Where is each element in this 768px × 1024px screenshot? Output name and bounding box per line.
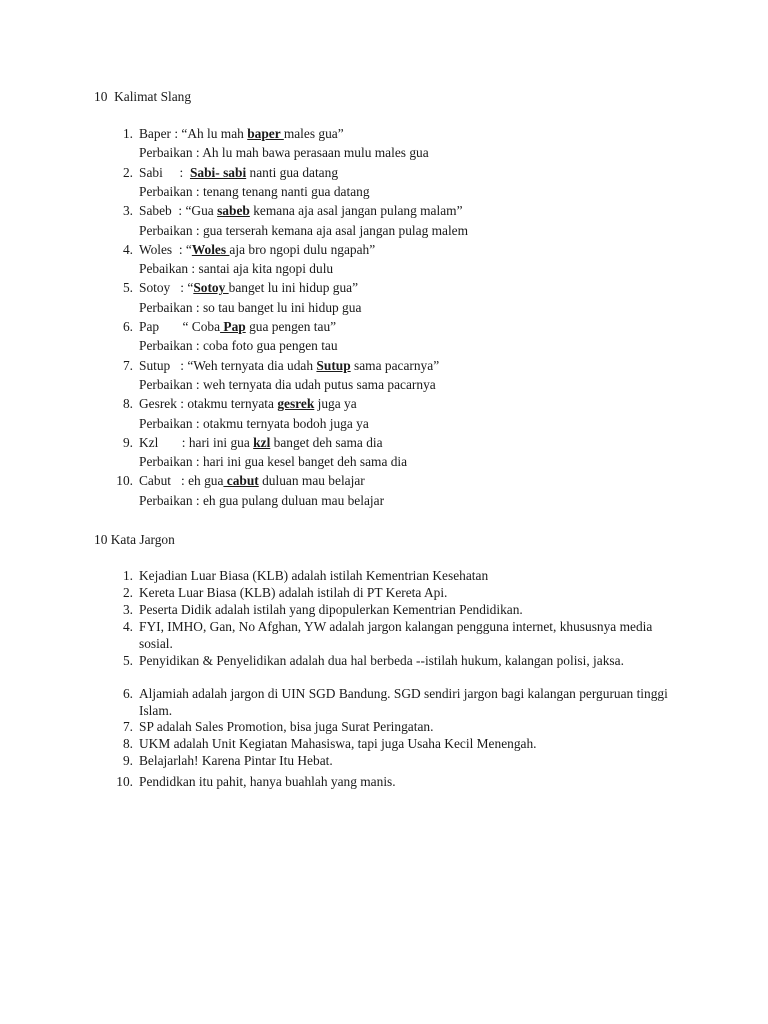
slang-item-number: 4. (122, 241, 133, 257)
slang-correction: Perbaikan : tenang tenang nanti gua datang (139, 184, 370, 199)
slang-example-prefix: Sabeb : “Gua (139, 203, 218, 219)
jargon-item-text: UKM adalah Unit Kegiatan Mahasiswa, tapi juga Usaha Kecil Menengah. (139, 736, 537, 751)
jargon-item-number: 10. (116, 774, 133, 789)
slang-example-suffix: gua pengen tau” (245, 319, 337, 334)
jargon-item-text: SP adalah Sales Promotion, bisa juga Surat Peringatan. (139, 719, 434, 734)
jargon-item-number: 8. (122, 736, 133, 751)
slang-example-line (139, 319, 336, 335)
slang-item-number: 7. (122, 357, 133, 373)
jargon-item-text: Belajarlah! Karena Pintar Itu Hebat. (139, 753, 333, 768)
slang-example-line (139, 358, 439, 374)
slang-example-suffix: males gua” (283, 126, 344, 141)
slang-example-prefix: Sotoy : “ (139, 280, 194, 296)
slang-example-line (139, 126, 344, 142)
slang-example-prefix: Sabi : (139, 164, 190, 180)
slang-example-prefix: Cabut : eh gua (139, 473, 224, 489)
slang-example-suffix: sama pacarnya” (350, 357, 440, 373)
slang-example-suffix: duluan mau belajar (258, 473, 365, 489)
slang-term: Woles (191, 241, 230, 257)
jargon-item-number: 9. (122, 753, 133, 768)
slang-item-number: 9. (122, 434, 133, 450)
slang-example-suffix: banget lu ini hidup gua” (228, 280, 359, 296)
slang-term: Sotoy (193, 280, 229, 296)
slang-example-suffix: banget deh sama dia (270, 434, 383, 450)
slang-example-line (139, 473, 365, 489)
slang-term: sabeb (217, 203, 250, 219)
slang-term: gesrek (277, 396, 315, 412)
slang-heading: 10 Kalimat Slang (94, 89, 192, 104)
slang-item-number: 2. (122, 164, 133, 180)
slang-example-suffix: kemana aja asal jangan pulang malam” (249, 203, 463, 219)
slang-example-line (139, 435, 383, 451)
slang-correction: Perbaikan : hari ini gua kesel banget deh sama dia (139, 454, 408, 470)
slang-correction: Perbaikan : Ah lu mah bawa perasaan mulu males gua (139, 145, 429, 161)
jargon-heading: 10 Kata Jargon (94, 532, 175, 547)
slang-example-line (139, 280, 358, 296)
slang-item-number: 5. (122, 280, 133, 296)
jargon-item-number: 2. (122, 585, 133, 600)
jargon-item-text: Penyidikan & Penyelidikan adalah dua hal berbeda --istilah hukum, kalangan polisi, jaksa. (139, 653, 624, 668)
slang-correction: Pebaikan : santai aja kita ngopi dulu (139, 261, 334, 277)
slang-term: Sutup (316, 357, 351, 373)
slang-term: Pap (220, 319, 246, 334)
jargon-item-text: Kejadian Luar Biasa (KLB) adalah istilah Kementrian Kesehatan (139, 568, 489, 583)
slang-example-prefix: Sutup : “Weh ternyata dia udah (139, 357, 317, 373)
slang-example-suffix: juga ya (314, 396, 357, 412)
slang-example-line (139, 165, 338, 181)
jargon-item-number: 3. (122, 602, 133, 617)
slang-example-prefix: Gesrek : otakmu ternyata (139, 396, 278, 412)
slang-example-prefix: Kzl : hari ini gua (139, 434, 254, 450)
jargon-item-number: 5. (122, 653, 133, 668)
slang-example-suffix: nanti gua datang (246, 164, 339, 180)
slang-example-prefix: Pap “ Coba (139, 319, 221, 334)
slang-item-number: 3. (122, 203, 133, 219)
jargon-item-text: Pendidkan itu pahit, hanya buahlah yang manis. (139, 774, 396, 789)
slang-term: Sabi- sabi (189, 164, 247, 180)
slang-correction: Perbaikan : so tau banget lu ini hidup gua (139, 299, 362, 315)
slang-term: cabut (223, 473, 259, 489)
slang-term: baper (247, 126, 284, 141)
slang-item-number: 1. (122, 126, 133, 141)
jargon-item-text: Peserta Didik adalah istilah yang dipopulerkan Kementrian Pendidikan. (139, 602, 523, 617)
jargon-item-text: Kereta Luar Biasa (KLB) adalah istilah di PT Kereta Api. (139, 585, 448, 600)
jargon-item-text: Aljamiah adalah jargon di UIN SGD Bandung. SGD sendiri jargon bagi kalangan perguruan tinggi Islam. (139, 686, 668, 718)
slang-example-line (139, 203, 463, 219)
jargon-item-text: FYI, IMHO, Gan, No Afghan, YW adalah jargon kalangan pengguna internet, khususnya media sosial. (139, 619, 653, 651)
slang-correction: Perbaikan : eh gua pulang duluan mau belajar (139, 492, 385, 508)
slang-example-suffix: aja bro ngopi dulu ngapah” (229, 241, 376, 257)
slang-example-prefix: Woles : “ (139, 241, 192, 257)
slang-correction: Perbaikan : otakmu ternyata bodoh juga ya (139, 415, 369, 431)
slang-correction: Perbaikan : weh ternyata dia udah putus sama pacarnya (139, 377, 436, 392)
slang-correction: Perbaikan : gua terserah kemana aja asal jangan pulag malem (139, 222, 469, 238)
slang-item-number: 10. (116, 473, 133, 489)
jargon-item-number: 7. (122, 719, 133, 734)
jargon-item-number: 1. (122, 568, 133, 583)
jargon-item-number: 6. (122, 686, 133, 701)
slang-example-prefix: Baper : “Ah lu mah (139, 126, 248, 141)
slang-term: kzl (253, 434, 271, 450)
slang-item-number: 6. (122, 319, 133, 334)
slang-correction: Perbaikan : coba foto gua pengen tau (139, 338, 338, 354)
jargon-item-number: 4. (122, 619, 133, 634)
slang-item-number: 8. (122, 396, 133, 412)
slang-example-line (139, 396, 357, 412)
slang-example-line (139, 242, 375, 258)
